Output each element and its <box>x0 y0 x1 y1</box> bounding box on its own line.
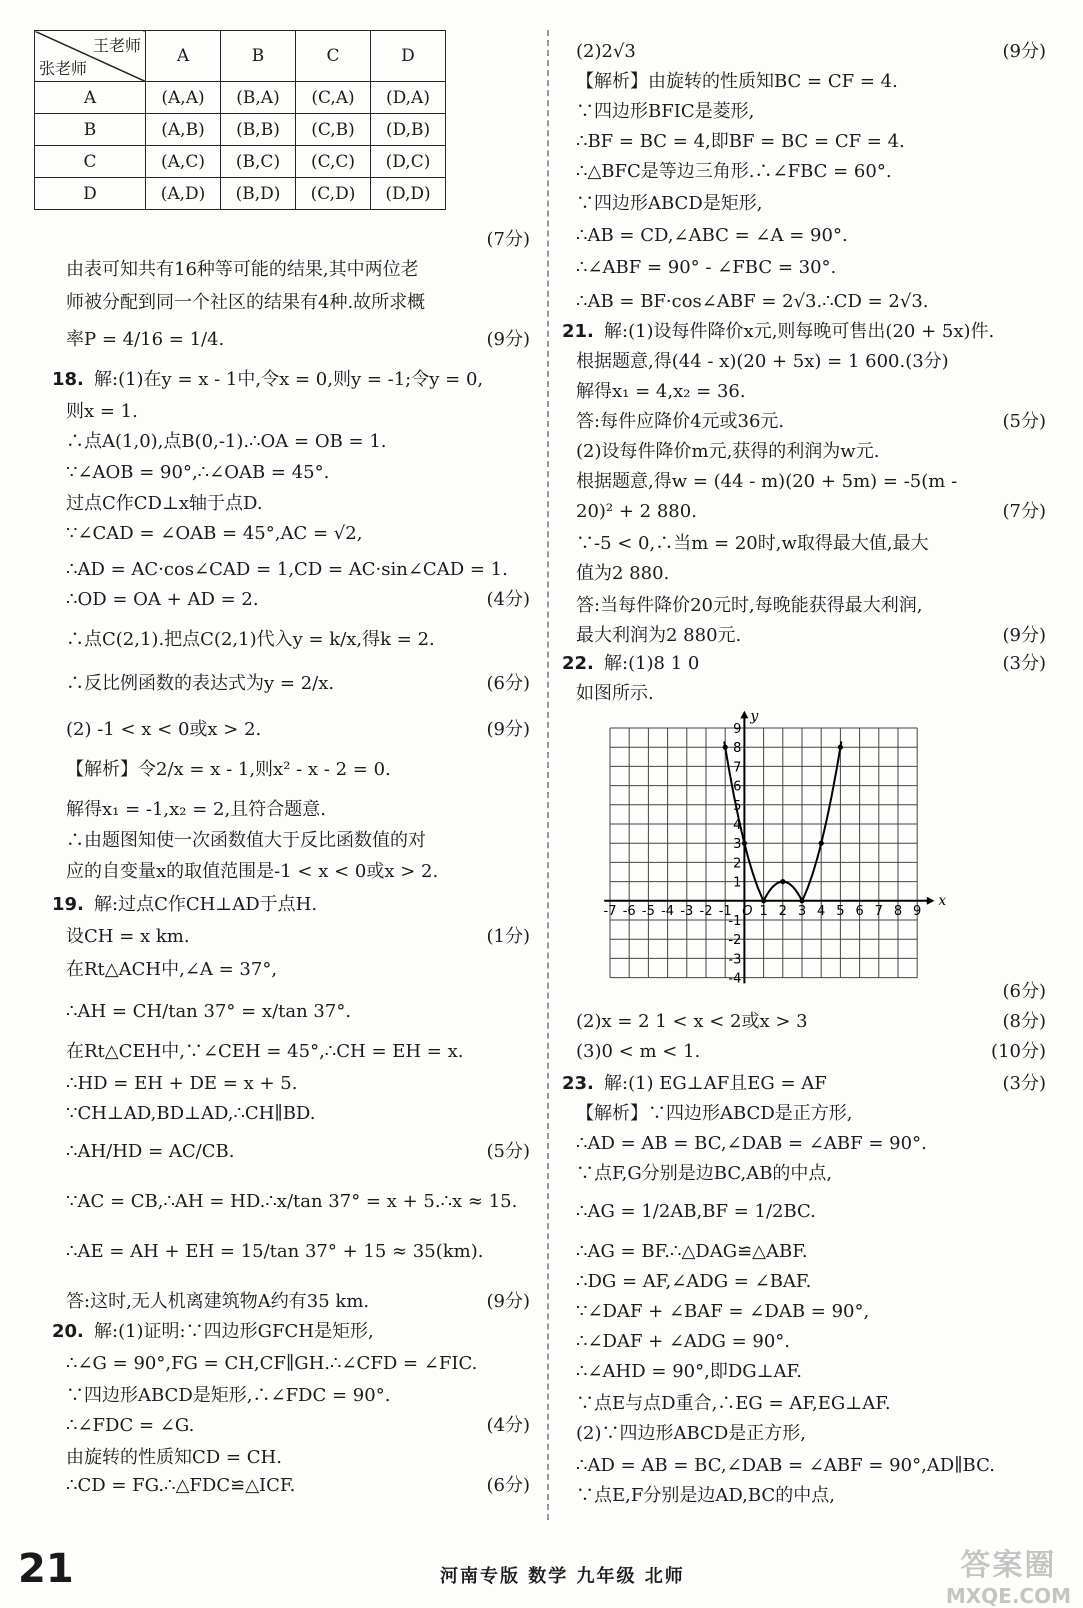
line-text: ∴AB = CD,∠ABC = ∠A = 90°. <box>576 225 848 246</box>
question-number: 19. <box>52 894 84 915</box>
text-line <box>58 430 530 454</box>
table-cell: (B,C) <box>221 146 296 178</box>
text-line <box>568 532 1046 556</box>
text-line <box>52 893 530 917</box>
line-text: ∵CH⊥AD,BD⊥AD,∴CH∥BD. <box>66 1103 316 1124</box>
line-text: ∴AB = BF·cos∠ABF = 2√3.∴CD = 2√3. <box>576 291 929 312</box>
table-row <box>35 178 446 210</box>
text-line <box>58 628 530 652</box>
table-cell: (D,C) <box>371 146 446 178</box>
table-row <box>35 146 446 178</box>
score-label: (4分) <box>486 1415 530 1436</box>
text-line <box>568 410 1046 434</box>
line-text: 答:这时,无人机离建筑物A约有35 km. <box>66 1291 370 1312</box>
line-text: 设CH = x km. <box>66 926 190 947</box>
score-label: (9分) <box>486 1291 530 1312</box>
page-number: 21 <box>18 1546 74 1592</box>
watermark-url: MXQE.COM <box>945 1584 1071 1608</box>
text-line <box>58 798 530 822</box>
text-line <box>568 256 1046 280</box>
text-line <box>58 958 530 982</box>
line-text: 答:每件应降价4元或36元. <box>576 411 785 432</box>
line-text: 由旋转的性质知CD = CH. <box>66 1447 282 1468</box>
line-text: 解得x₁ = -1,x₂ = 2,且符合题意. <box>66 799 326 820</box>
line-text: ∵四边形BFIC是菱形, <box>576 101 755 122</box>
row-header: A <box>35 82 146 114</box>
text-line <box>568 1422 1046 1446</box>
y-tick-label: -1 <box>728 914 742 929</box>
y-tick-label: -3 <box>728 952 742 968</box>
line-text: ∴OD = OA + AD = 2. <box>66 589 259 610</box>
line-text: ∴AG = BF.∴△DAG≌△ABF. <box>576 1241 808 1262</box>
line-text: 值为2 880. <box>576 563 670 584</box>
table-cell: (C,B) <box>296 114 371 146</box>
text-line <box>58 1140 530 1164</box>
data-point <box>780 879 785 884</box>
line-text: ∴AD = AB = BC,∠DAB = ∠ABF = 90°,AD∥BC. <box>576 1455 995 1476</box>
text-line <box>58 522 530 546</box>
table-corner-header <box>35 31 146 82</box>
table-cell: (B,D) <box>221 178 296 210</box>
text-line <box>568 594 1046 618</box>
line-text: ∴AH = CH/tan 37° = x/tan 37°. <box>66 1001 352 1022</box>
line-text: 根据题意,得w = (44 - m)(20 + 5m) = -5(m - <box>576 471 958 492</box>
text-line <box>58 1190 530 1214</box>
line-text: 答:当每件降价20元时,每晚能获得最大利润, <box>576 595 923 616</box>
text-line <box>568 100 1046 124</box>
score-label: (8分) <box>1002 1011 1046 1032</box>
x-tick-label: 4 <box>817 903 826 919</box>
text-line <box>568 470 1046 494</box>
score-label: (7分) <box>486 229 530 250</box>
text-line <box>58 1384 530 1408</box>
line-text: ∴DG = AF,∠ADG = ∠BAF. <box>576 1271 812 1292</box>
score-label: (9分) <box>486 329 530 350</box>
score-label: (6分) <box>1002 981 1046 1002</box>
line-text: 【解析】由旋转的性质知BC = CF = 4. <box>576 71 898 92</box>
table-cell: (C,C) <box>296 146 371 178</box>
x-tick-label: -5 <box>641 903 655 919</box>
text-line <box>58 1290 530 1314</box>
line-text: ∴点A(1,0),点B(0,-1).∴OA = OB = 1. <box>66 431 387 452</box>
text-line <box>562 652 1046 676</box>
question-number: 21. <box>562 321 594 342</box>
line-text: ∵∠AOB = 90°,∴∠OAB = 45°. <box>66 462 330 483</box>
line-text: ∵四边形ABCD是矩形, <box>576 193 763 214</box>
data-point <box>799 898 804 903</box>
x-tick-label: 6 <box>855 903 864 919</box>
text-line <box>568 1162 1046 1186</box>
data-point <box>819 841 824 846</box>
score-label: (5分) <box>1002 411 1046 432</box>
line-text: ∵∠DAF + ∠BAF = ∠DAB = 90°, <box>576 1301 870 1322</box>
table-cell: (D,A) <box>371 82 446 114</box>
text-line <box>568 40 1046 64</box>
line-text: ∵四边形ABCD是矩形,∴∠FDC = 90°. <box>66 1385 391 1406</box>
corner-bottom-label: 张老师 <box>39 59 88 78</box>
text-line <box>58 558 530 582</box>
data-point <box>761 898 766 903</box>
column-header: B <box>221 31 296 82</box>
text-line <box>58 228 530 252</box>
line-text: ∴AD = AC·cos∠CAD = 1,CD = AC·sin∠CAD = 1. <box>66 559 508 580</box>
score-label: (6分) <box>486 673 530 694</box>
line-text: 解:(1)证明:∵四边形GFCH是矩形, <box>94 1321 374 1342</box>
text-line <box>58 758 530 782</box>
y-tick-label: 5 <box>733 798 742 814</box>
line-text: 应的自变量x的取值范围是-1 < x < 0或x > 2. <box>66 861 439 882</box>
score-label: (3分) <box>1002 653 1046 674</box>
table-cell: (A,B) <box>146 114 221 146</box>
text-line <box>568 160 1046 184</box>
line-text: 解:(1)设每件降价x元,则每晚可售出(20 + 5x)件. <box>604 321 995 342</box>
text-line <box>568 1300 1046 1324</box>
text-line <box>58 925 530 949</box>
line-text: ∴AH/HD = AC/CB. <box>66 1141 235 1162</box>
x-tick-label: 7 <box>874 903 883 919</box>
text-line <box>568 1454 1046 1478</box>
line-text: (3)0 < m < 1. <box>576 1041 701 1062</box>
x-tick-label: -7 <box>603 903 617 919</box>
text-line <box>568 1270 1046 1294</box>
line-text: 如图所示. <box>576 683 654 704</box>
table-cell: (C,A) <box>296 82 371 114</box>
text-line <box>562 320 1046 344</box>
text-line <box>568 1010 1046 1034</box>
line-text: 【解析】令2/x = x - 1,则x² - x - 2 = 0. <box>66 759 391 780</box>
table-cell: (B,A) <box>221 82 296 114</box>
y-tick-label: 9 <box>733 722 742 737</box>
text-line <box>568 682 1046 706</box>
page-footer <box>0 1540 1083 1608</box>
footer-text: 河南专版 数学 九年级 北师 <box>440 1566 685 1587</box>
text-line <box>568 350 1046 374</box>
text-line <box>58 1072 530 1096</box>
line-text: 过点C作CD⊥x轴于点D. <box>66 493 263 514</box>
line-text: ∴CD = FG.∴△FDC≌△ICF. <box>66 1475 296 1496</box>
line-text: 解得x₁ = 4,x₂ = 36. <box>576 381 746 402</box>
line-text: (2) -1 < x < 0或x > 2. <box>66 719 262 740</box>
y-tick-label: 1 <box>733 875 742 891</box>
text-line <box>58 258 530 282</box>
score-label: (3分) <box>1002 1073 1046 1094</box>
line-text: ∴∠G = 90°,FG = CH,CF∥GH.∴∠CFD = ∠FIC. <box>66 1353 478 1374</box>
column-header: D <box>371 31 446 82</box>
table-cell: (D,B) <box>371 114 446 146</box>
score-label: (4分) <box>486 589 530 610</box>
score-label: (10分) <box>991 1041 1046 1062</box>
text-line <box>568 70 1046 94</box>
line-text: ∴点C(2,1).把点C(2,1)代入y = k/x,得k = 2. <box>66 629 435 650</box>
score-label: (6分) <box>486 1475 530 1496</box>
text-line <box>58 400 530 424</box>
text-line <box>568 380 1046 404</box>
y-tick-label: 6 <box>733 779 742 795</box>
y-tick-label: -2 <box>728 933 742 949</box>
table-cell: (A,A) <box>146 82 221 114</box>
text-line <box>568 1484 1046 1508</box>
score-label: (1分) <box>486 926 530 947</box>
text-line <box>568 130 1046 154</box>
y-tick-label: 4 <box>733 818 742 833</box>
line-text: (2)x = 2 1 < x < 2或x > 3 <box>576 1011 808 1032</box>
line-text: 则x = 1. <box>66 401 138 422</box>
column-divider <box>547 30 549 1520</box>
text-line <box>52 1320 530 1344</box>
text-line <box>58 1102 530 1126</box>
text-line <box>58 1040 530 1064</box>
line-text: 解:(1)8 1 0 <box>604 653 700 674</box>
watermark <box>946 1540 1071 1608</box>
line-text: 由表可知共有16种等可能的结果,其中两位老 <box>66 259 419 280</box>
score-label: (9分) <box>1002 625 1046 646</box>
y-axis-arrow <box>740 711 748 719</box>
text-line <box>568 624 1046 648</box>
line-text: ∵-5 < 0,∴当m = 20时,w取得最大值,最大 <box>576 533 929 554</box>
line-text: ∴∠ABF = 90° - ∠FBC = 30°. <box>576 257 837 278</box>
y-tick-label: 2 <box>733 856 742 872</box>
x-tick-label: 9 <box>913 903 922 919</box>
line-text: ∴HD = EH + DE = x + 5. <box>66 1073 298 1094</box>
text-line <box>562 1072 1046 1096</box>
text-line <box>568 192 1046 216</box>
column-header: A <box>146 31 221 82</box>
question-number: 18. <box>52 369 84 390</box>
data-point <box>742 841 747 846</box>
x-tick-label: -1 <box>718 903 732 919</box>
line-text: ∵点E,F分别是边AD,BC的中点, <box>576 1485 835 1506</box>
row-header: D <box>35 178 146 210</box>
line-text: 师被分配到同一个社区的结果有4种.故所求概 <box>66 292 426 313</box>
line-text: (2)∵四边形ABCD是正方形, <box>576 1423 806 1444</box>
line-text: 最大利润为2 880元. <box>576 625 742 646</box>
x-tick-label: 1 <box>759 903 768 919</box>
line-text: 20)² + 2 880. <box>576 501 697 522</box>
text-line <box>58 829 530 853</box>
text-line <box>568 1330 1046 1354</box>
data-point <box>723 745 728 750</box>
text-line <box>568 1360 1046 1384</box>
text-line <box>58 588 530 612</box>
allocation-table <box>34 30 446 210</box>
x-axis-arrow <box>927 897 935 905</box>
x-tick-label: O <box>742 903 753 919</box>
table-cell: (D,D) <box>371 178 446 210</box>
parabola-graph <box>603 708 947 992</box>
table-cell: (A,D) <box>146 178 221 210</box>
data-point <box>838 745 843 750</box>
line-text: 解:(1) EG⊥AF且EG = AF <box>604 1073 827 1094</box>
x-axis-label: x <box>938 892 947 909</box>
text-line <box>58 291 530 315</box>
y-tick-label: -4 <box>728 971 742 987</box>
text-line <box>568 1132 1046 1156</box>
table-cell: (B,B) <box>221 114 296 146</box>
x-tick-label: 8 <box>893 903 903 919</box>
score-label: (7分) <box>1002 501 1046 522</box>
line-text: 解:(1)在y = x - 1中,令x = 0,则y = -1;令y = 0, <box>94 369 484 390</box>
question-number: 20. <box>52 1321 84 1342</box>
text-line <box>58 492 530 516</box>
y-tick-label: 7 <box>733 760 742 776</box>
watermark-logo: 答案圈 <box>960 1548 1057 1583</box>
text-line <box>568 440 1046 464</box>
text-line <box>58 1414 530 1438</box>
line-text: ∴BF = BC = 4,即BF = BC = CF = 4. <box>576 131 905 152</box>
x-tick-label: -3 <box>680 903 694 919</box>
text-line <box>58 1474 530 1498</box>
line-text: ∴△BFC是等边三角形.∴∠FBC = 60°. <box>576 161 892 182</box>
x-tick-label: -6 <box>622 903 636 919</box>
line-text: ∵∠CAD = ∠OAB = 45°,AC = √2, <box>66 523 363 544</box>
text-line <box>568 1102 1046 1126</box>
text-line <box>58 328 530 352</box>
table-cell: (C,D) <box>296 178 371 210</box>
line-text: 解:过点C作CH⊥AD于点H. <box>94 894 318 915</box>
text-line <box>568 290 1046 314</box>
x-tick-label: 2 <box>778 903 787 919</box>
table-row <box>35 114 446 146</box>
line-text: 在Rt△ACH中,∠A = 37°, <box>66 959 278 980</box>
text-line <box>58 461 530 485</box>
table-cell: (A,C) <box>146 146 221 178</box>
line-text: 在Rt△CEH中,∵∠CEH = 45°,∴CH = EH = x. <box>66 1041 464 1062</box>
line-text: ∴AG = 1/2AB,BF = 1/2BC. <box>576 1201 816 1222</box>
text-line <box>58 1352 530 1376</box>
line-text: ∵AC = CB,∴AH = HD.∴x/tan 37° = x + 5.∴x ≈ 15. <box>66 1191 518 1212</box>
text-line <box>58 672 530 696</box>
x-tick-label: -4 <box>661 903 675 919</box>
line-text: ∴AE = AH + EH = 15/tan 37° + 15 ≈ 35(km). <box>66 1241 484 1262</box>
text-line <box>568 562 1046 586</box>
score-label: (9分) <box>486 719 530 740</box>
line-text: ∴AD = AB = BC,∠DAB = ∠ABF = 90°. <box>576 1133 927 1154</box>
x-tick-label: 3 <box>797 903 807 919</box>
text-line <box>52 368 530 392</box>
line-text: ∴反比例函数的表达式为y = 2/x. <box>66 673 335 694</box>
score-label: (9分) <box>1002 41 1046 62</box>
line-text: 【解析】∵四边形ABCD是正方形, <box>576 1103 853 1124</box>
text-line <box>568 1040 1046 1064</box>
text-line <box>58 718 530 742</box>
text-line <box>58 1240 530 1264</box>
row-header: C <box>35 146 146 178</box>
text-line <box>568 1200 1046 1224</box>
line-text: ∵点E与点D重合,∴EG = AF,EG⊥AF. <box>576 1393 891 1414</box>
score-label: (5分) <box>486 1141 530 1162</box>
line-text: 根据题意,得(44 - x)(20 + 5x) = 1 600.(3分) <box>576 351 949 372</box>
y-axis-label: y <box>750 708 759 725</box>
text-line <box>58 860 530 884</box>
text-line <box>568 1392 1046 1416</box>
text-line <box>568 1240 1046 1264</box>
question-number: 23. <box>562 1073 594 1094</box>
table-row <box>35 82 446 114</box>
corner-top-label: 王老师 <box>92 36 141 55</box>
y-tick-label: 8 <box>733 741 742 757</box>
question-number: 22. <box>562 653 594 674</box>
text-line <box>568 224 1046 248</box>
row-header: B <box>35 114 146 146</box>
line-text: 率P = 4/16 = 1/4. <box>66 329 225 350</box>
text-line <box>568 500 1046 524</box>
line-text: ∵点F,G分别是边BC,AB的中点, <box>576 1163 833 1184</box>
x-tick-label: -2 <box>699 903 713 919</box>
x-tick-label: 5 <box>836 903 845 919</box>
line-text: ∴∠FDC = ∠G. <box>66 1415 195 1436</box>
text-line <box>58 1446 530 1470</box>
line-text: ∴∠DAF + ∠ADG = 90°. <box>576 1331 791 1352</box>
text-line <box>58 1000 530 1024</box>
column-header: C <box>296 31 371 82</box>
line-text: ∴∠AHD = 90°,即DG⊥AF. <box>576 1361 802 1382</box>
line-text: ∴由题图知使一次函数值大于反比函数值的对 <box>66 830 426 851</box>
y-tick-label: 3 <box>733 837 742 853</box>
line-text: (2)设每件降价m元,获得的利润为w元. <box>576 441 880 462</box>
line-text: (2)2√3 <box>576 41 636 62</box>
